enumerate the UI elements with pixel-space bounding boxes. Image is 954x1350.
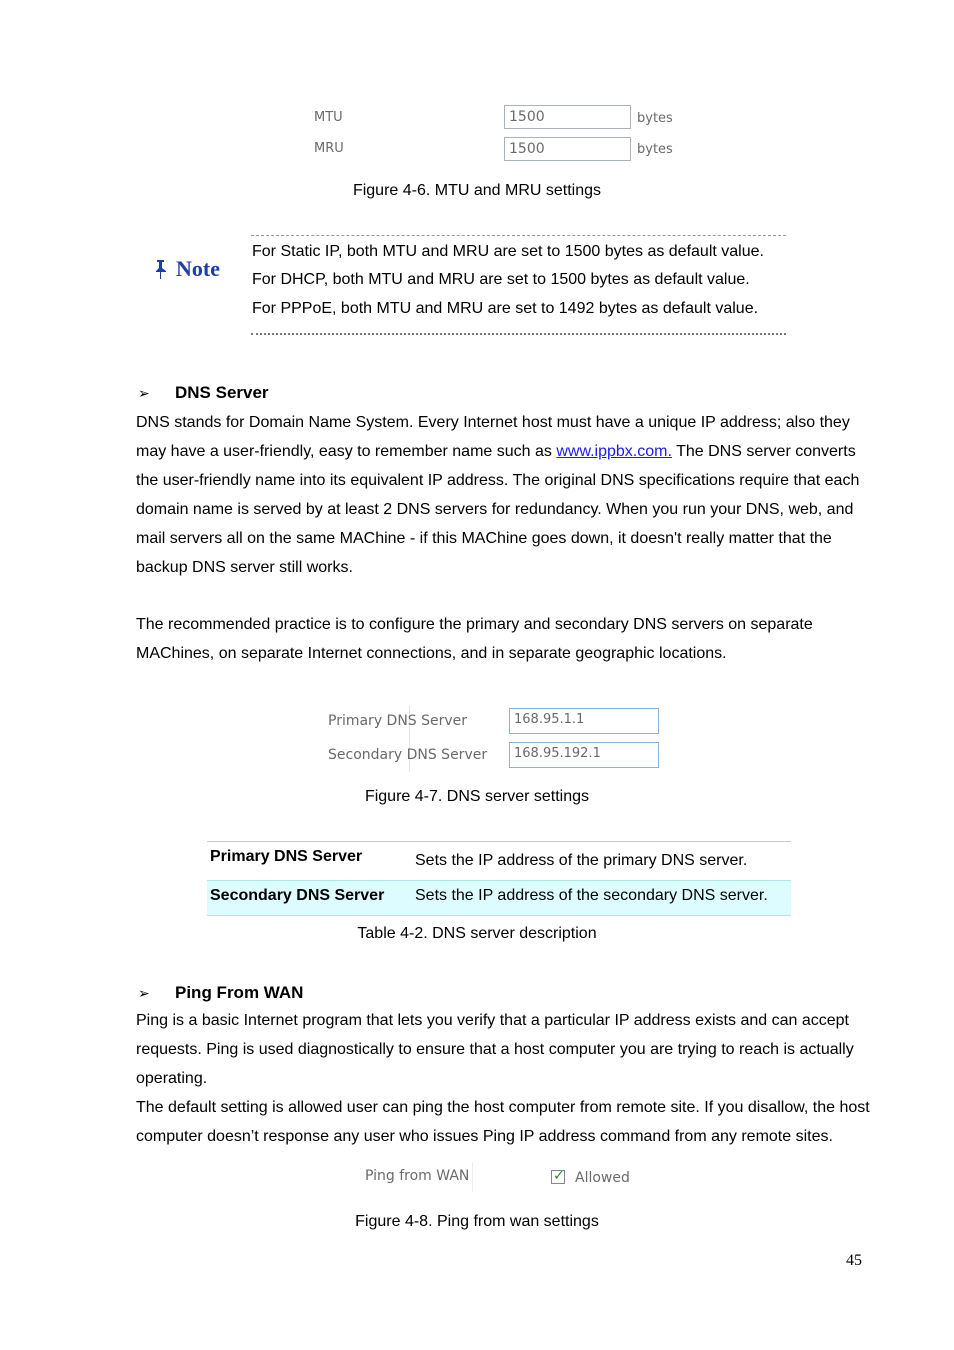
note-top-divider (251, 235, 786, 236)
table-row (207, 881, 791, 916)
table-cell-key: Primary DNS Server (210, 848, 363, 865)
page-number: 45 (846, 1252, 862, 1269)
figure-4-7-caption: Figure 4-7. DNS server settings (364, 788, 590, 805)
dns-heading: DNS Server (175, 383, 269, 402)
pushpin-icon (154, 258, 170, 280)
dns-paragraph-2: The recommended practice is to configure the primary and secondary DNS servers on separate MAChines, on separate Internet connections, and in separate geographic locations. (136, 616, 813, 662)
ping-heading: Ping From WAN (175, 983, 304, 1002)
table-cell-key: Secondary DNS Server (210, 887, 385, 904)
checkmark-icon: ✓ (553, 1167, 565, 1183)
mtu-unit: bytes (637, 111, 673, 126)
table-cell-value: Sets the IP address of the secondary DNS server. (415, 887, 768, 904)
ping-paragraph-1: Ping is a basic Internet program that lets you verify that a particular IP address exists and can accept requests. Ping is used diagnostically to ensure that a host computer you are trying to reach is actually operating. (136, 1012, 854, 1087)
note-title: Note (176, 256, 220, 281)
note-line-pppoe: For PPPoE, both MTU and MRU are set to 1492 bytes as default value. (252, 300, 759, 317)
dns-p1-text-b: The DNS server converts the user-friendly name into its equivalent IP address. The original DNS specifications require that each domain name is served by at least 2 DNS servers for redundancy. When you run your DNS, web, and mail servers all on the same MAChine - if this MAChine goes down, it doesn't really matter that the backup DNS server still works. (136, 443, 860, 576)
figure-4-6-caption: Figure 4-6. MTU and MRU settings (352, 182, 602, 199)
note-line-dhcp: For DHCP, both MTU and MRU are set to 1500 bytes as default value. (252, 271, 750, 288)
allowed-label: Allowed (575, 1170, 630, 1186)
figure-4-8-caption: Figure 4-8. Ping from wan settings (355, 1213, 599, 1230)
mtu-input[interactable]: 1500 (504, 105, 631, 129)
dns-paragraph-1 (136, 408, 876, 582)
dns-bullet-icon: ➢ (138, 385, 150, 401)
secondary-dns-input[interactable]: 168.95.192.1 (509, 742, 659, 768)
allowed-checkbox[interactable] (551, 1167, 565, 1184)
primary-dns-label: Primary DNS Server (328, 713, 468, 729)
ping-paragraph-2: The default setting is allowed user can ping the host computer from remote site. If you disallow, the host computer doesn’t response any user who issues Ping IP address command from any remote sites. (136, 1099, 870, 1145)
note-line-static: For Static IP, both MTU and MRU are set to 1500 bytes as default value. (252, 243, 764, 260)
ping-bullet-icon: ➢ (138, 985, 150, 1001)
mru-label: MRU (314, 141, 344, 156)
secondary-dns-label: Secondary DNS Server (328, 747, 488, 763)
primary-dns-input[interactable]: 168.95.1.1 (509, 708, 659, 734)
dns-description-table (207, 841, 791, 916)
ping-from-wan-label: Ping from WAN (365, 1168, 470, 1184)
ippbx-link[interactable]: www.ippbx.com. (556, 443, 672, 460)
table-cell-value: Sets the IP address of the primary DNS server. (415, 852, 748, 869)
note-bottom-divider (251, 333, 786, 335)
table-4-2-caption: Table 4-2. DNS server description (357, 925, 597, 942)
table-row (207, 842, 791, 881)
dns-p1-text-a: DNS stands for Domain Name System. Every Internet host must have a unique IP address; also they may have a user-friendly, easy to remember name such as (136, 414, 850, 460)
ping-form-divider (472, 1162, 473, 1192)
mtu-label: MTU (314, 110, 343, 125)
mru-input[interactable]: 1500 (504, 137, 631, 161)
mru-unit: bytes (637, 142, 673, 157)
